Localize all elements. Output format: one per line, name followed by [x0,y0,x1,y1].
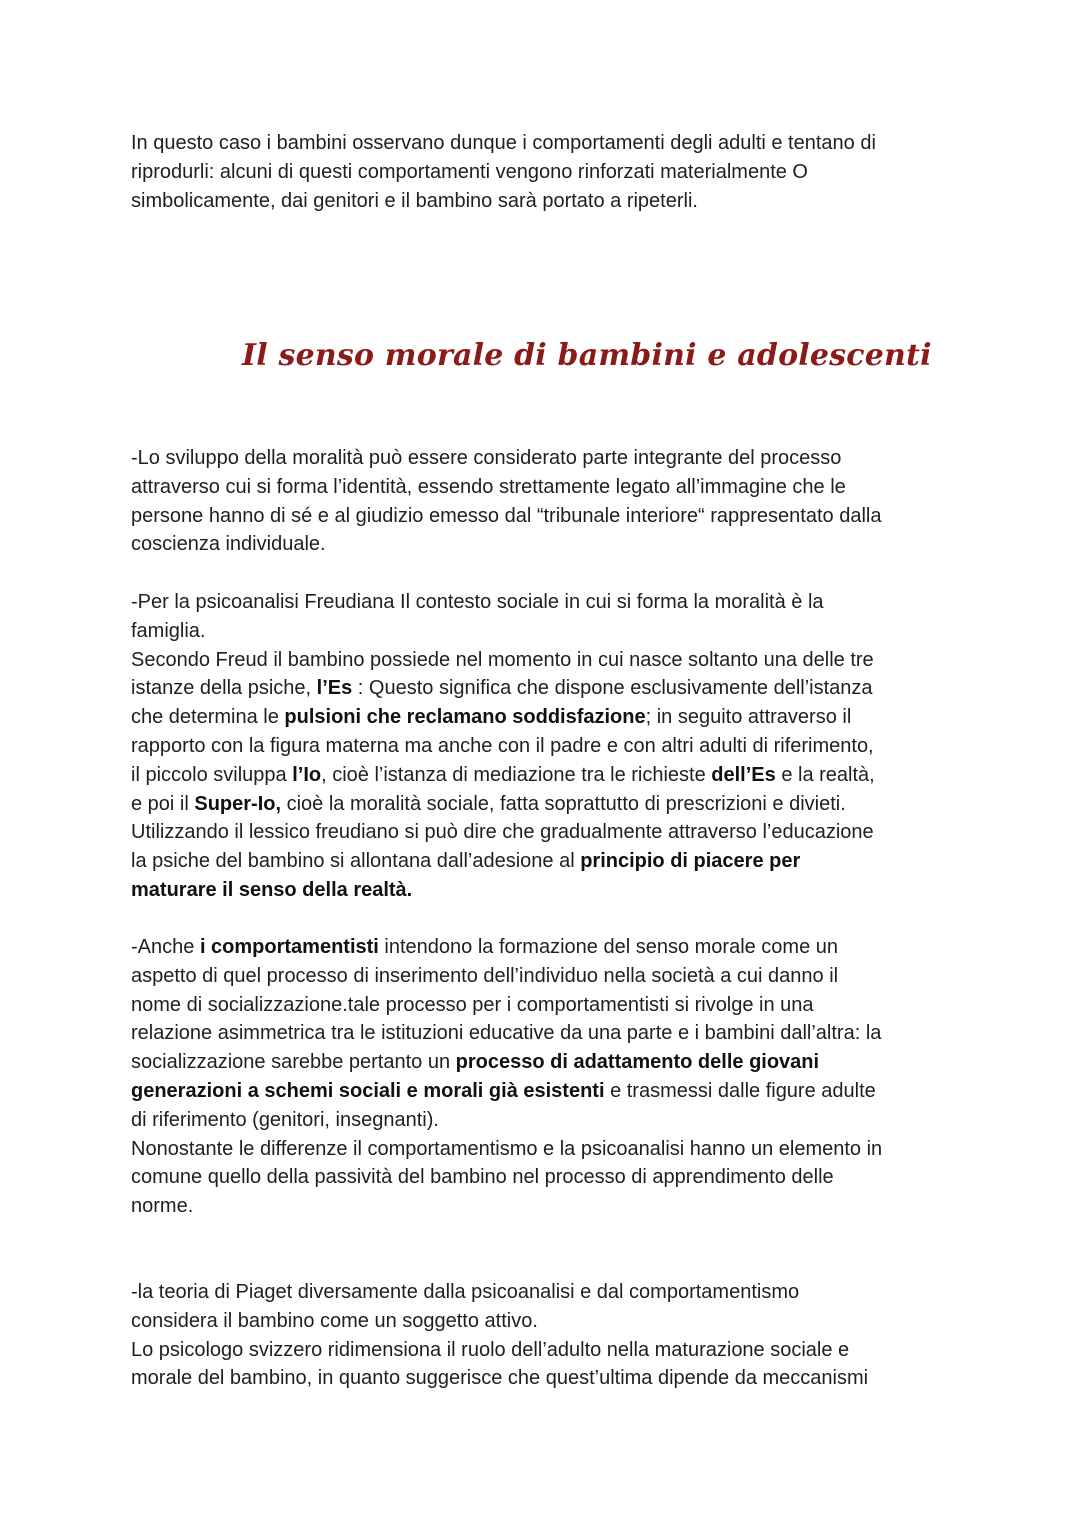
text-line: famiglia. [131,619,206,642]
text-line: la psiche del bambino si allontana dall’adesione al principio di piacere per [131,850,801,873]
text-line: persone hanno di sé e al giudizio emesso dal “tribunale interiore“ rappresentato dalla [131,504,882,527]
behaviorism-paragraph [131,933,951,1221]
text-line: di riferimento (genitori, insegnanti). [131,1108,439,1131]
text-line: Nonostante le differenze il comportamentismo e la psicoanalisi hanno un elemento in [131,1137,883,1160]
bold-term: dell’Es [711,763,776,786]
text-line: riprodurli: alcuni di questi comportamenti vengono rinforzati materialmente O [131,160,808,183]
text-line: In questo caso i bambini osservano dunque i comportamenti degli adulti e tentano di [131,132,876,154]
morality-identity-paragraph [131,444,951,559]
text-line: che determina le pulsioni che reclamano soddisfazione; in seguito attraverso il [131,706,852,729]
text-line: Lo psicologo svizzero ridimensiona il ruolo dell’adulto nella maturazione sociale e [131,1338,850,1361]
text-line: generazioni a schemi sociali e morali già esistenti e trasmessi dalle figure adulte [131,1079,876,1102]
section-title: Il senso morale di bambini e adolescenti [242,338,932,373]
text-line: comune quello della passività del bambino nel processo di apprendimento delle [131,1166,834,1189]
text-line: il piccolo sviluppa l’Io, cioè l’istanza di mediazione tra le richieste dell’Es e la realtà, [131,763,875,786]
text-line: considera il bambino come un soggetto attivo. [131,1309,538,1332]
bold-term: generazioni a schemi sociali e morali già esistenti [131,1079,605,1102]
text-line: socializzazione sarebbe pertanto un processo di adattamento delle giovani [131,1051,820,1074]
text-line: -Anche i comportamentisti intendono la formazione del senso morale come un [131,936,839,958]
bold-term: l’Io [292,763,322,786]
bold-term: l’Es [316,677,353,700]
text-line [131,876,951,905]
text-line: relazione asimmetrica tra le istituzioni educative da una parte e i bambini dall’altra: la [131,1022,882,1045]
bold-term: principio di piacere per [580,850,801,873]
text-line: attraverso cui si forma l’identità, essendo strettamente legato all’immagine che le [131,475,846,498]
text-line: istanze della psiche, l’Es : Questo significa che dispone esclusivamente dell’istanza [131,677,873,700]
bold-term: i comportamentisti [199,936,379,958]
bold-term: Super-Io, [194,792,282,815]
text-line: rapporto con la figura materna ma anche con il padre e con altri adulti di riferimento, [131,734,874,757]
text-line: morale del bambino, in quanto suggerisce che quest’ultima dipende da meccanismi [131,1367,869,1390]
text-line: simbolicamente, dai genitori e il bambino sarà portato a ripeterli. [131,189,698,212]
text-line: Secondo Freud il bambino possiede nel momento in cui nasce soltanto una delle tre [131,648,874,671]
text-line: aspetto di quel processo di inserimento dell’individuo nella società a cui danno il [131,964,839,987]
text-line: Utilizzando il lessico freudiano si può dire che gradualmente attraverso l’educazione [131,821,874,844]
text-line: -Lo sviluppo della moralità può essere considerato parte integrante del processo [131,447,842,469]
intro-paragraph [131,129,951,215]
text-line: nome di socializzazione.tale processo per i comportamentisti si rivolge in una [131,993,814,1016]
text-line: coscienza individuale. [131,533,326,556]
text-line: -la teoria di Piaget diversamente dalla psicoanalisi e dal comportamentismo [131,1281,800,1303]
freud-paragraph [131,588,951,905]
text-line: e poi il Super-Io, cioè la moralità sociale, fatta soprattutto di prescrizioni e divieti. [131,792,846,815]
bold-term: pulsioni che reclamano soddisfazione [284,706,646,729]
bold-term: processo di adattamento delle giovani [455,1051,820,1074]
text-line: -Per la psicoanalisi Freudiana Il contesto sociale in cui si forma la moralità è la [131,591,824,613]
bold-term: maturare il senso della realtà. [131,878,413,901]
text-line: norme. [131,1195,194,1218]
piaget-paragraph [131,1278,951,1393]
